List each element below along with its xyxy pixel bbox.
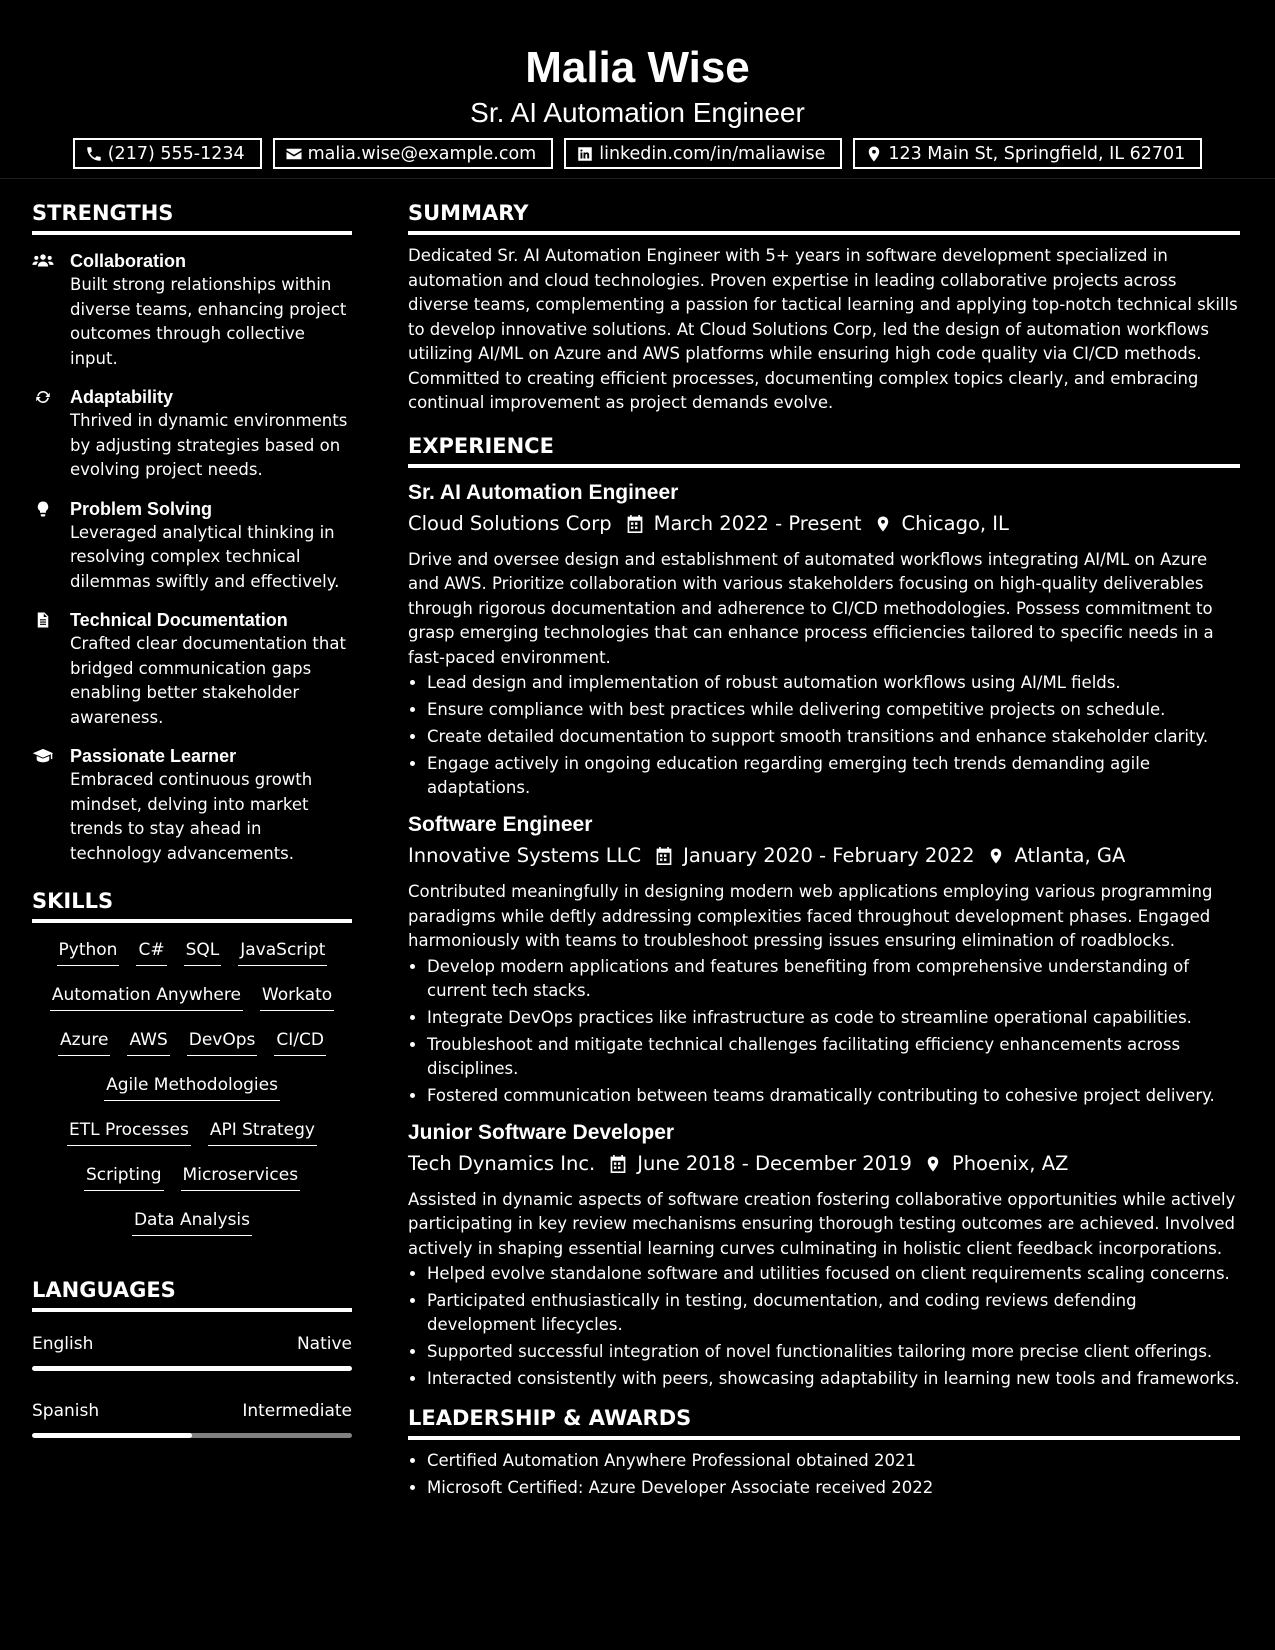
job-entry [408,480,1240,801]
lightbulb-icon [32,500,54,518]
list-item: • Certified Automation Anywhere Professional obtained 2021 [427,1449,1240,1473]
job-meta [408,1149,1240,1179]
job-company: Cloud Solutions Corp [408,511,612,535]
job-company: Innovative Systems LLC [408,844,642,867]
resume-header [0,0,1275,179]
language-proficiency-bar [32,1366,352,1371]
skill-tag: Agile Methodologies [104,1072,280,1101]
calendar-icon [655,846,673,866]
linkedin-icon [576,145,594,163]
job-entry [408,812,1240,1108]
language-level: Native [296,1334,352,1354]
map-marker-icon [874,514,892,534]
strength-desc: Leveraged analytical thinking in resolving complex technical dilemmas swiftly and effectively. [70,522,340,591]
list-item: • Troubleshoot and mitigate technical challenges facilitating efficiency enhancements across disciplines. [427,1033,1240,1081]
skill-row [32,937,352,967]
strength-item [32,744,352,866]
summary-heading: SUMMARY [408,200,1240,235]
contact-phone[interactable] [73,138,262,169]
skill-tag: JavaScript [238,937,327,966]
contact-address [853,138,1202,169]
awards-list [408,1449,1240,1500]
graduation-cap-icon [32,747,54,765]
strength-name: Problem Solving [70,498,213,519]
skill-tag: Python [57,937,120,966]
strength-desc: Embraced continuous growth mindset, delving into market trends to stay ahead in technology advancements. [70,770,313,863]
job-description: Drive and oversee design and establishment of automated workflows integrating AI/ML on Azure and AWS. Prioritize collaboration with various stakeholders focusing on high-quality deliverables through rigorous documentation and adherence to CI/CD methodologies. Possess commitment to grasp emerging technologies that can enhance process efficiencies tailored to specific needs in a fast-paced environment. [408,549,1214,667]
address-text: 123 Main St, Springfield, IL 62701 [888,143,1186,164]
skill-tag: Microservices [181,1162,301,1191]
skill-row [32,1207,352,1237]
skill-tag: DevOps [187,1027,258,1056]
skill-tag: Scripting [84,1162,164,1191]
language-proficiency-bar [32,1433,352,1438]
list-item: • Integrate DevOps practices like infrastructure as code to streamline operational capabilities. [427,1006,1240,1030]
language-level: Intermediate [242,1401,352,1421]
languages-heading: LANGUAGES [32,1277,352,1312]
job-dates: January 2020 - February 2022 [683,844,975,867]
skill-tag: Azure [58,1027,110,1056]
job-bullets [408,1262,1240,1391]
strength-name: Passionate Learner [70,746,237,766]
contact-email[interactable] [273,138,554,169]
experience-section [408,433,1240,1392]
skills-list [32,937,352,1237]
person-title: Sr. AI Automation Engineer [470,97,805,128]
strengths-heading: STRENGTHS [32,200,352,235]
left-column [32,200,352,1438]
job-location: Phoenix, AZ [951,1151,1069,1175]
contact-linkedin[interactable] [564,138,842,169]
calendar-icon [626,514,644,534]
language-item [32,1399,352,1438]
list-item: • Supported successful integration of novel functionalities tailoring more precise client offerings. [427,1340,1240,1364]
users-icon [32,252,54,270]
skill-tag: Workato [260,982,334,1011]
skill-tag: API Strategy [208,1117,317,1146]
language-proficiency-fill [32,1366,352,1371]
document-icon [32,611,54,629]
skill-row [32,1117,352,1147]
skill-tag: C# [136,937,166,966]
skill-row [32,1162,352,1192]
strength-item [32,385,352,483]
right-column [408,200,1240,1503]
strength-name: Technical Documentation [70,610,288,630]
job-description: Contributed meaningfully in designing modern web applications employing various programming paradigms while deftly addressing complexities faced throughout development phases. Engaged harmoniously with teams to troubleshoot pressing issues ensuring elimination of roadblocks. [408,882,1213,950]
person-name: Malia Wise [525,43,750,92]
map-marker-icon [865,145,883,163]
strength-item [32,497,352,595]
skill-tag: ETL Processes [67,1117,191,1146]
contact-bar [0,138,1275,169]
sync-icon [32,388,54,406]
list-item: • Create detailed documentation to support smooth transitions and enhance stakeholder clarity. [427,725,1240,749]
job-location: Chicago, IL [901,511,1009,535]
skill-tag: AWS [127,1027,169,1056]
list-item: • Develop modern applications and features benefiting from comprehensive understanding of current tech stacks. [427,955,1240,1003]
skill-tag: Data Analysis [132,1207,252,1236]
experience-heading: EXPERIENCE [408,433,1240,468]
skills-heading: SKILLS [32,888,352,923]
awards-section [408,1405,1240,1500]
strength-name: Adaptability [70,387,174,407]
phone-text: (217) 555-1234 [107,143,245,164]
skill-tag: SQL [184,937,222,966]
job-entry [408,1120,1240,1392]
strength-item [32,249,352,371]
list-item: • Engage actively in ongoing education regarding emerging tech trends demanding agile adaptations. [427,752,1240,800]
skill-tag: CI/CD [274,1027,326,1056]
list-item: • Helped evolve standalone software and utilities focused on client requirements scaling concerns. [427,1262,1240,1286]
job-title: Sr. AI Automation Engineer [408,480,679,504]
list-item: • Fostered communication between teams dramatically contributing to cohesive project delivery. [427,1084,1240,1108]
language-name: English [32,1334,94,1354]
job-dates: March 2022 - Present [653,511,862,535]
list-item: • Interacted consistently with peers, showcasing adaptability in learning new tools and frameworks. [427,1367,1240,1391]
phone-icon [85,145,103,163]
strength-desc: Built strong relationships within diverse teams, enhancing project outcomes through collective input. [70,275,347,368]
job-description: Assisted in dynamic aspects of software creation fostering collaborative opportunities while actively participating in key review mechanisms ensuring thorough testing outcomes are achieved. Involved actively in shaping essential learning curves culminating in holistic client feedback incorporations. [408,1189,1236,1258]
map-marker-icon [987,846,1005,866]
job-company: Tech Dynamics Inc. [408,1151,596,1175]
email-text: malia.wise@example.com [307,143,537,164]
language-name: Spanish [32,1401,100,1421]
list-item: • Participated enthusiastically in testing, documentation, and coding reviews defending development lifecycles. [427,1289,1240,1337]
skill-row [32,982,352,1012]
skill-tag: Automation Anywhere [50,982,243,1011]
job-title: Junior Software Developer [408,1120,675,1144]
list-item: • Microsoft Certified: Azure Developer Associate received 2022 [427,1476,1240,1500]
job-bullets [408,955,1240,1108]
language-proficiency-fill [32,1433,192,1438]
job-meta [408,841,1240,871]
strength-item [32,608,352,730]
list-item: • Lead design and implementation of robust automation workflows using AI/ML fields. [427,671,1240,695]
awards-heading: LEADERSHIP & AWARDS [408,1405,1240,1440]
language-item [32,1332,352,1371]
envelope-icon [285,145,303,163]
map-marker-icon [924,1154,942,1174]
job-title: Software Engineer [408,813,593,836]
job-location: Atlanta, GA [1014,844,1126,867]
linkedin-text: linkedin.com/in/maliawise [599,143,826,164]
calendar-icon [609,1154,627,1174]
strength-name: Collaboration [70,251,186,271]
job-dates: June 2018 - December 2019 [637,1151,912,1175]
summary-text: Dedicated Sr. AI Automation Engineer with 5+ years in software development specialized in automation and cloud technologies. Proven expertise in leading collaborative projects across diverse teams, complementing a passion for tactical learning and applying top-notch technical skills to develop innovative solutions. At Cloud Solutions Corp, led the design of automation workflows utilizing AI/ML on Azure and AWS platforms while ensuring high code quality via CI/CD methods. Committed to creating efficient processes, documenting complex topics clearly, and embracing continual improvement as project demands evolve. [408,246,1238,412]
job-bullets [408,671,1240,800]
skill-row [32,1027,352,1057]
job-meta [408,509,1240,539]
strength-desc: Thrived in dynamic environments by adjusting strategies based on evolving project needs. [70,411,348,479]
strength-desc: Crafted clear documentation that bridged communication gaps enabling better stakeholder awareness. [70,634,346,727]
list-item: • Ensure compliance with best practices while delivering competitive projects on schedule. [427,698,1240,722]
skill-row [32,1072,352,1102]
